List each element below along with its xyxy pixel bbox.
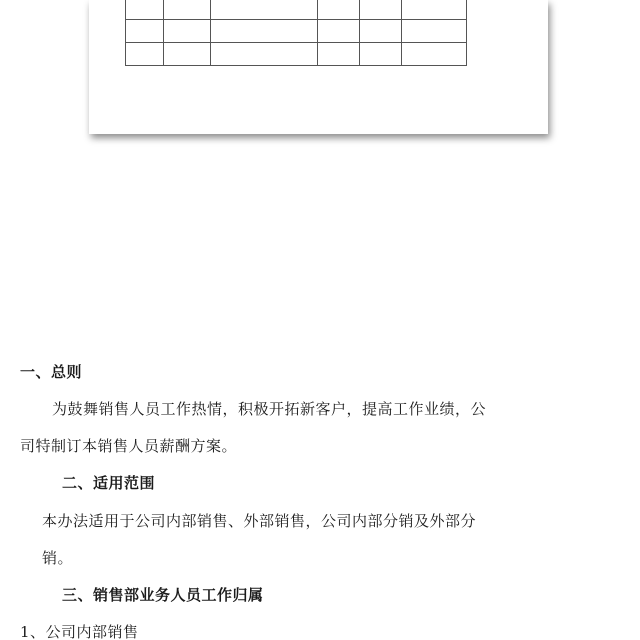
table-row — [126, 0, 467, 20]
scope-paragraph-line-2: 销。 — [42, 549, 74, 567]
table-cell — [360, 20, 402, 43]
table-cell — [318, 20, 360, 43]
assignment-item-1: 1、公司内部销售 — [20, 623, 139, 640]
table-row — [126, 43, 467, 66]
table-cell — [402, 43, 467, 66]
general-paragraph-line-1: 为鼓舞销售人员工作热情，积极开拓新客户，提高工作业绩，公 — [52, 400, 487, 418]
page-thumbnail-card — [89, 0, 548, 134]
table-row — [126, 20, 467, 43]
table-cell — [126, 20, 164, 43]
table-cell — [164, 0, 211, 20]
empty-grid-table — [125, 0, 467, 66]
table-cell — [360, 0, 402, 20]
section-heading-general: 一、总则 — [20, 363, 83, 381]
section-heading-scope: 二、适用范围 — [62, 474, 156, 492]
table-cell — [402, 20, 467, 43]
table-cell — [360, 43, 402, 66]
table-cell — [402, 0, 467, 20]
table-cell — [211, 0, 318, 20]
table-cell — [211, 20, 318, 43]
table-cell — [164, 20, 211, 43]
table-cell — [318, 43, 360, 66]
table-cell — [211, 43, 318, 66]
table-cell — [164, 43, 211, 66]
table-cell — [126, 43, 164, 66]
section-heading-assignment: 三、销售部业务人员工作归属 — [62, 586, 264, 604]
table-cell — [126, 0, 164, 20]
general-paragraph-line-2: 司特制订本销售人员薪酬方案。 — [20, 437, 238, 455]
table-cell — [318, 0, 360, 20]
scope-paragraph-line-1: 本办法适用于公司内部销售、外部销售，公司内部分销及外部分 — [42, 512, 477, 530]
